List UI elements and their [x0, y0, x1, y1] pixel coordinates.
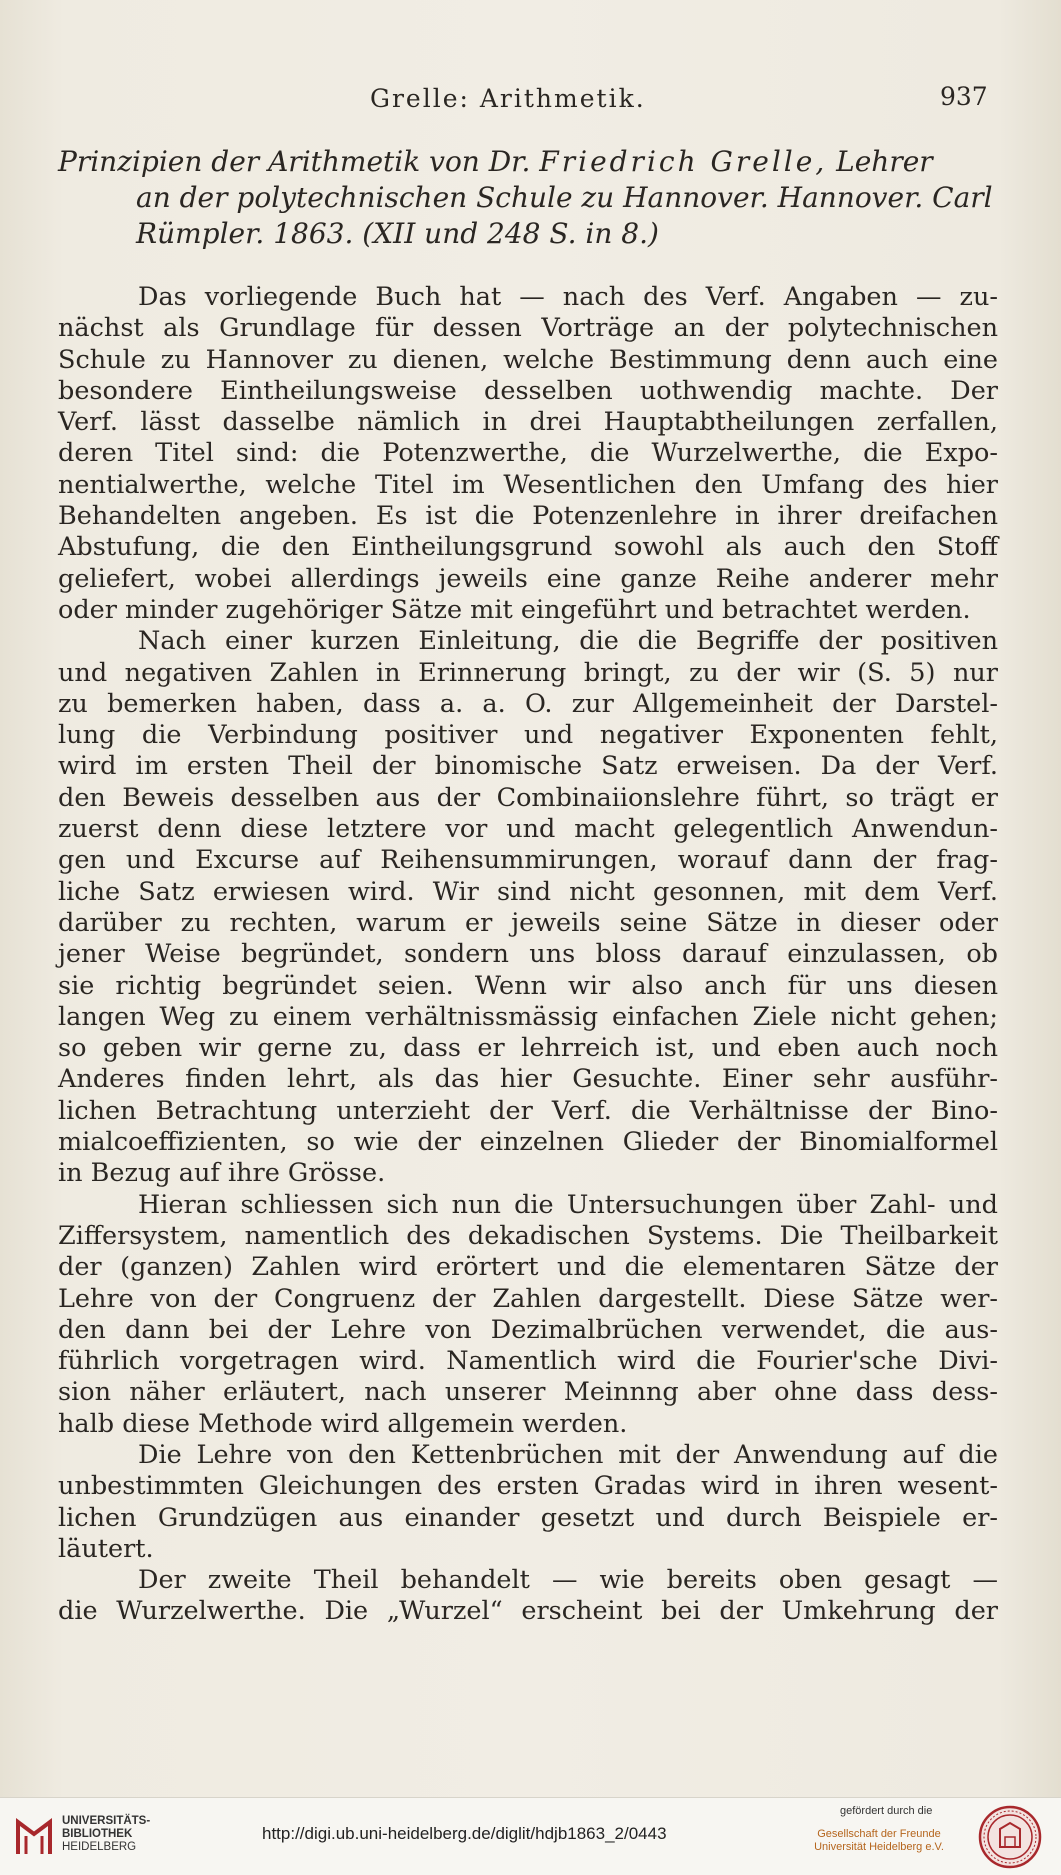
citation-line-1: [58, 144, 1008, 180]
university-seal-icon: [978, 1805, 1042, 1869]
text-line: Abstufung, die den Eintheilungsgrund sowohl als auch den Stoff: [58, 532, 998, 563]
text-line: Behandelten angeben. Es ist die Potenzenlehre in ihrer dreifachen: [58, 501, 998, 532]
text-line: Hieran schliessen sich nun die Untersuchungen über Zahl- und: [138, 1189, 998, 1220]
text-line: Der zweite Theil behandelt — wie bereits oben gesagt —: [138, 1565, 998, 1596]
text-line: liche Satz erwiesen wird. Wir sind nicht gesonnen, mit dem Verf.: [58, 876, 998, 907]
citation-line-2: an der polytechnischen Schule zu Hannover. Hannover. Carl: [136, 181, 993, 214]
text-line: wird im ersten Theil der binomische Satz erweisen. Da der Verf.: [58, 751, 998, 782]
text-line: sie richtig begründet seien. Wenn wir also anch für uns diesen: [58, 970, 998, 1001]
text-line: Schule zu Hannover zu dienen, welche Bestimmung denn auch eine: [58, 344, 998, 375]
text-line: zu bemerken haben, dass a. a. O. zur Allgemeinheit der Darstel-: [58, 688, 998, 719]
text-line: so geben wir gerne zu, dass er lehrreich ist, und eben auch noch: [58, 1033, 998, 1064]
text-line: nächst als Grundlage für dessen Vorträge an der polytechnischen: [58, 313, 998, 344]
citation-author: Friedrich Grelle,: [539, 145, 828, 178]
text-line: in Bezug auf ihre Grösse.: [58, 1158, 386, 1189]
text-line: läutert.: [58, 1533, 154, 1564]
permalink-link[interactable]: http://digi.ub.uni-heidelberg.de/diglit/hdjb1863_2/0443: [262, 1824, 667, 1843]
citation-title: Prinzipien der Arithmetik von Dr.: [58, 145, 531, 178]
text-line: langen Weg zu einem verhältnissmässig einfachen Ziele nicht gehen;: [58, 1001, 998, 1032]
text-line: halb diese Methode wird allgemein werden.: [58, 1408, 628, 1439]
library-name: [62, 1815, 150, 1854]
sponsor-label: gefördert durch die: [840, 1805, 933, 1817]
text-line: jener Weise begründet, sondern uns bloss darauf einzulassen, ob: [58, 939, 998, 970]
text-line: unbestimmten Gleichungen des ersten Gradas wird in ihren wesent-: [58, 1471, 998, 1502]
running-head: [0, 84, 1061, 124]
text-line: lichen Grundzügen aus einander gesetzt und durch Beispiele er-: [58, 1502, 998, 1533]
text-line: mialcoeffizienten, so wie der einzelnen Glieder der Binomialformel: [58, 1127, 998, 1158]
page-number: 937: [940, 82, 988, 111]
text-line: Ziffersystem, namentlich des dekadischen Systems. Die Theilbarkeit: [58, 1220, 998, 1251]
text-line: der (ganzen) Zahlen wird erörtert und die elementaren Sätze der: [58, 1252, 998, 1283]
text-line: Die Lehre von den Kettenbrüchen mit der Anwendung auf die: [138, 1439, 998, 1470]
text-line: den Beweis desselben aus der Combinaiionslehre führt, so trägt er: [58, 782, 998, 813]
sponsor-name: [806, 1828, 952, 1854]
digitization-footer: [0, 1797, 1061, 1875]
citation-line-3: Rümpler. 1863. (XII und 248 S. in 8.): [136, 217, 659, 250]
library-name-line: BIBLIOTHEK: [62, 1828, 133, 1840]
text-line: zuerst denn diese letztere vor und macht gelegentlich Anwendun-: [58, 814, 998, 845]
text-line: oder minder zugehöriger Sätze mit eingeführt und betrachtet werden.: [58, 594, 971, 625]
book-citation: [58, 144, 1008, 252]
citation-author-role: Lehrer: [836, 145, 933, 178]
text-line: und negativen Zahlen in Erinnerung bringt, zu der wir (S. 5) nur: [58, 657, 998, 688]
text-line: besondere Eintheilungsweise desselben uothwendig machte. Der: [58, 375, 998, 406]
library-name-line: UNIVERSITÄTS-: [62, 1815, 151, 1827]
text-line: lung die Verbindung positiver und negativer Exponenten fehlt,: [58, 720, 998, 751]
text-line: Anderes finden lehrt, als das hier Gesuchte. Einer sehr ausführ-: [58, 1064, 998, 1095]
running-title: Grelle: Arithmetik.: [370, 84, 646, 113]
text-line: gen und Excurse auf Reihensummirungen, worauf dann der frag-: [58, 845, 998, 876]
text-line: deren Titel sind: die Potenzwerthe, die Wurzelwerthe, die Expo-: [58, 438, 998, 469]
library-logo-icon: [12, 1814, 56, 1858]
text-line: Nach einer kurzen Einleitung, die die Begriffe der positiven: [138, 626, 998, 657]
sponsor-name-line: Gesellschaft der Freunde: [817, 1828, 941, 1840]
text-line: sion näher erläutert, nach unserer Meinnng aber ohne dass dess-: [58, 1377, 998, 1408]
text-line: führlich vorgetragen wird. Namentlich wird die Fourier'sche Divi-: [58, 1346, 998, 1377]
library-name-line: HEIDELBERG: [62, 1841, 137, 1853]
text-line: Das vorliegende Buch hat — nach des Verf. Angaben — zu-: [138, 282, 998, 312]
text-line: lichen Betrachtung unterzieht der Verf. die Verhältnisse der Bino-: [58, 1095, 998, 1126]
text-line: geliefert, wobei allerdings jeweils eine ganze Reihe anderer mehr: [58, 563, 998, 594]
text-line: Lehre von der Congruenz der Zahlen dargestellt. Diese Sätze wer-: [58, 1283, 998, 1314]
text-line: den dann bei der Lehre von Dezimalbrüchen verwendet, die aus-: [58, 1314, 998, 1345]
text-line: nentialwerthe, welche Titel im Wesentlichen den Umfang des hier: [58, 469, 998, 500]
text-line: Verf. lässt dasselbe nämlich in drei Hauptabtheilungen zerfallen,: [58, 407, 998, 438]
sponsor-name-line: Universität Heidelberg e.V.: [814, 1841, 944, 1853]
text-line: die Wurzelwerthe. Die „Wurzel“ erscheint bei der Umkehrung der: [58, 1596, 998, 1627]
review-body: [58, 282, 998, 1628]
text-line: darüber zu rechten, warum er jeweils seine Sätze in dieser oder: [58, 907, 998, 938]
